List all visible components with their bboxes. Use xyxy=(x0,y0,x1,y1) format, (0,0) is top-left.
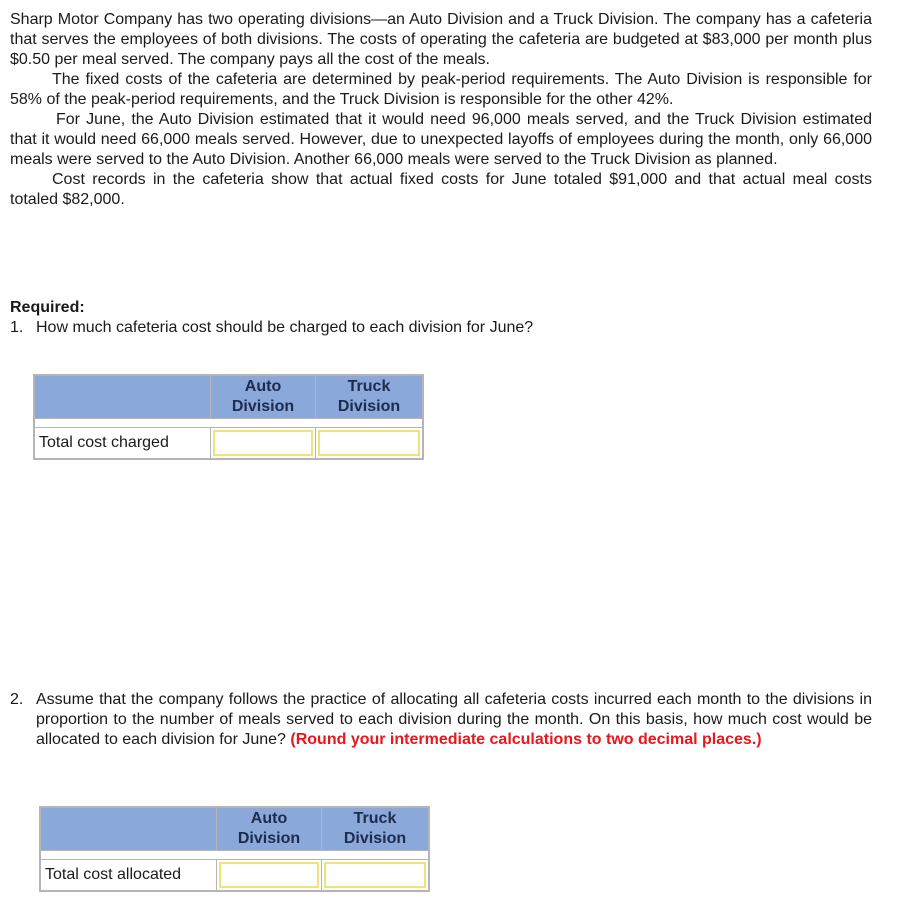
truck-total-cost-allocated-input[interactable] xyxy=(324,862,426,888)
header-truck-line2: Division xyxy=(337,398,401,415)
question-1 xyxy=(10,318,872,338)
question-2-text: Assume that the company follows the practice of allocating all cafeteria costs incurred each month to the divisions in proportion to the number of meals served to each division during the month. On this basis, how much cost would be allocated to each division for June? xyxy=(36,691,872,748)
table-header-row xyxy=(34,375,423,419)
auto-cell xyxy=(211,428,316,460)
header-auto-division xyxy=(211,375,316,419)
paragraph-intro: Sharp Motor Company has two operating divisions—an Auto Division and a Truck Division. The company has a cafeteria that serves the employees of both divisions. The costs of operating the cafeteria are budgeted at $83,000 per month plus $0.50 per meal served. The company pays all the cost of the meals. xyxy=(10,11,872,68)
spacer-row xyxy=(34,419,423,428)
paragraph-fixed-costs: The fixed costs of the cafeteria are determined by peak-period requirements. The Auto Division is responsible for 58% of the peak-period requirements, and the Truck Division is responsible for the other 42%. xyxy=(10,71,872,108)
auto-total-cost-charged-input[interactable] xyxy=(213,430,313,456)
truck-cell xyxy=(322,860,430,892)
header-auto-line2: Division xyxy=(237,830,301,847)
question-1-text: How much cafeteria cost should be charged to each division for June? xyxy=(36,319,534,336)
header-auto-line1: Auto xyxy=(250,810,288,827)
required-title: Required: xyxy=(10,299,85,316)
question-2-number: 2. xyxy=(10,691,24,708)
answer-table-1 xyxy=(33,374,424,460)
auto-total-cost-allocated-input[interactable] xyxy=(219,862,319,888)
header-auto-line2: Division xyxy=(231,398,295,415)
table-header-row xyxy=(40,807,429,851)
header-truck-line1: Truck xyxy=(353,810,397,827)
required-section xyxy=(10,298,872,338)
problem-text xyxy=(10,10,872,210)
header-truck-division xyxy=(316,375,424,419)
header-truck-line2: Division xyxy=(343,830,407,847)
spacer-row xyxy=(40,851,429,860)
truck-total-cost-charged-input[interactable] xyxy=(318,430,420,456)
header-auto-line1: Auto xyxy=(244,378,282,395)
row-label-total-cost-allocated: Total cost allocated xyxy=(40,860,217,892)
header-auto-division xyxy=(217,807,322,851)
question-2-body xyxy=(36,690,872,750)
truck-cell xyxy=(316,428,424,460)
header-blank-cell xyxy=(34,375,211,419)
header-blank-cell xyxy=(40,807,217,851)
question-2-block xyxy=(10,690,872,750)
paragraph-june-estimates: For June, the Auto Division estimated that it would need 96,000 meals served, and the Truck Division estimated that it would need 66,000 meals served. However, due to unexpected layoffs of employees during the month, only 66,000 meals were served to the Auto Division. Another 66,000 meals were served to the Truck Division as planned. xyxy=(10,111,872,168)
question-2 xyxy=(10,690,872,750)
question-2-rounding-note: (Round your intermediate calculations to two decimal places.) xyxy=(290,731,762,748)
question-1-number: 1. xyxy=(10,319,24,336)
paragraph-cost-records: Cost records in the cafeteria show that actual fixed costs for June totaled $91,000 and that actual meal costs totaled $82,000. xyxy=(10,171,872,208)
header-truck-division xyxy=(322,807,430,851)
answer-table-2 xyxy=(39,806,430,892)
table-row xyxy=(34,428,423,460)
table-row xyxy=(40,860,429,892)
header-truck-line1: Truck xyxy=(347,378,391,395)
auto-cell xyxy=(217,860,322,892)
row-label-total-cost-charged: Total cost charged xyxy=(34,428,211,460)
